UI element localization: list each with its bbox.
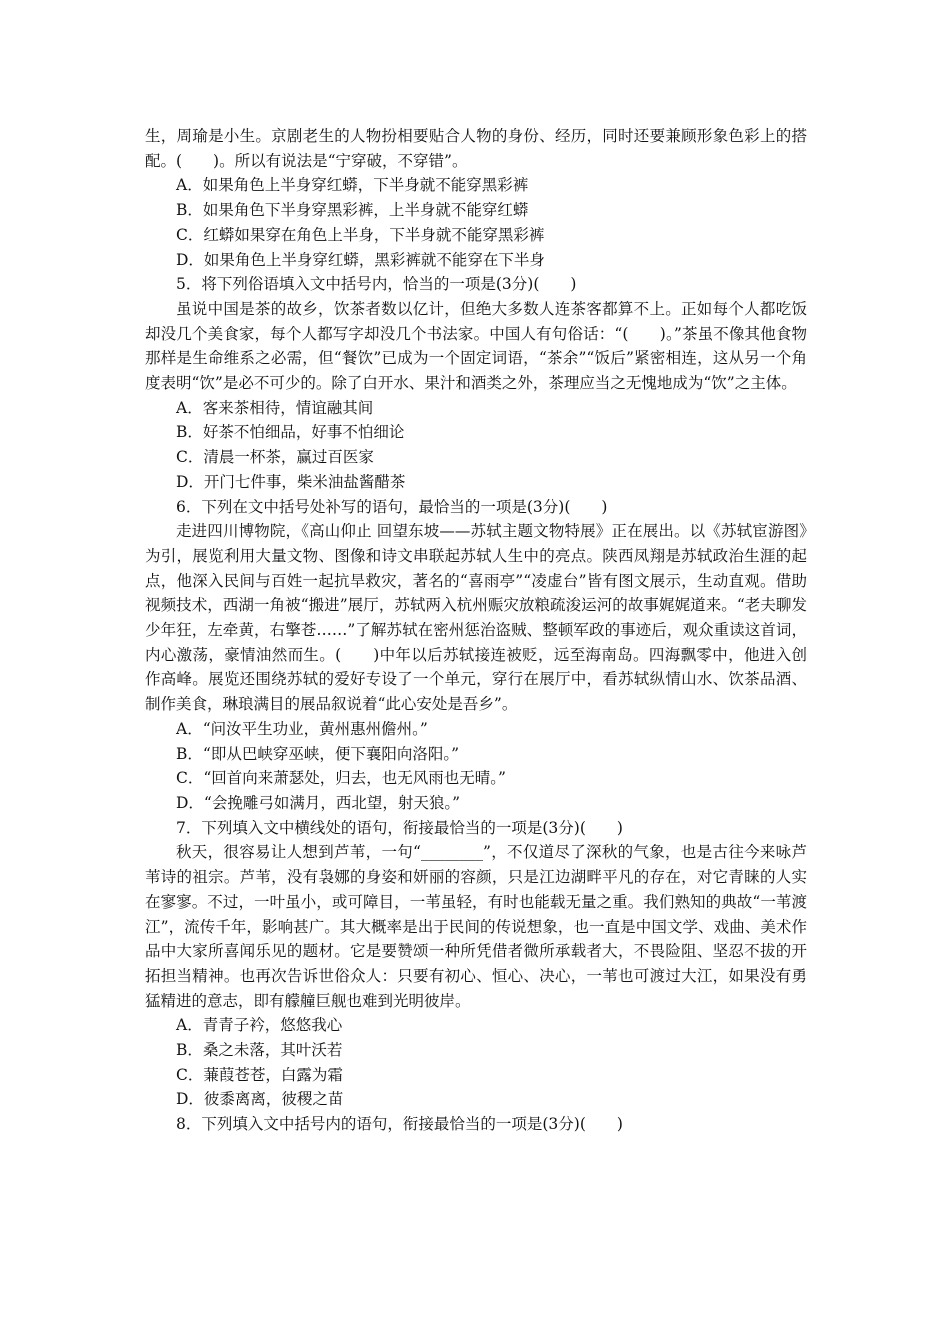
question-8: 8．下列填入文中括号内的语句，衔接最恰当的一项是(3分)( )	[176, 1115, 623, 1134]
option-a: A．如果角色上半身穿红蟒，下半身就不能穿黑彩裤	[176, 176, 529, 195]
option-b: B．好茶不怕细品，好事不怕细论	[176, 423, 405, 442]
option-c: C．蒹葭苍苍，白露为霜	[176, 1065, 343, 1084]
option-a: A．客来茶相待，情谊融其间	[176, 398, 374, 417]
question-5: 5．将下列俗语填入文中括号内，恰当的一项是(3分)( )	[176, 275, 577, 294]
option-a: A．青青子衿，悠悠我心	[176, 1016, 343, 1035]
option-a: A．“问汝平生功业，黄州惠州儋州。”	[176, 719, 428, 738]
question-7-passage: 秋天，很容易让人想到芦苇，一句“________”，不仅道尽了深秋的气象，也是古往今来咏芦苇诗的祖宗。芦苇，没有袅娜的身姿和妍丽的容颜，只是江边湖畔平凡的存在，对它青睐的人实在寥寥。不过，一叶虽小，或可障目，一苇虽轻，有时也能载无量之重。我们熟知的典故“一苇渡江”，流传千年，影响甚广。其大概率是出于民间的传说想象，也一直是中国文学、戏曲、美术作品中大家所喜闻乐见的题材。它是要赞颂一种所凭借者微所承载者大，不畏险阻、坚忍不拔的开拓担当精神。也再次告诉世俗众人：只要有初心、恒心、决心，一苇也可渡过大江，如果没有勇猛精进的意志，即有艨艟巨舰也难到光明彼岸。	[145, 843, 807, 1010]
question-6-passage: 走进四川博物院，《高山仰止 回望东坡——苏轼主题文物特展》正在展出。以《苏轼宦游图》为引，展览利用大量文物、图像和诗文串联起苏轼人生中的亮点。陕西凤翔是苏轼政治生涯的起点，他深入民间与百姓一起抗旱救灾，著名的“喜雨亭”“凌虚台”皆有图文展示，生动直观。借助视频技术，西湖一角被“搬进”展厅，苏轼两入杭州赈灾放粮疏浚运河的故事娓娓道来。“老夫聊发少年狂，左牵黄，右擎苍……”了解苏轼在密州惩治盗贼、整顿军政的事迹后，观众重读这首词，内心激荡，豪情油然而生。( )中年以后苏轼接连被贬，远至海南岛。四海飘零中，他进入创作高峰。展览还围绕苏轼的爱好专设了一个单元，穿行在展厅中，看苏轼纵情山水、饮茶品酒、制作美食，琳琅满目的展品叙说着“此心安处是吾乡”。	[145, 522, 807, 714]
option-c: C．“回首向来萧瑟处，归去，也无风雨也无晴。”	[176, 769, 506, 788]
option-b: B．“即从巴峡穿巫峡，便下襄阳向洛阳。”	[176, 744, 459, 763]
option-c: C．清晨一杯茶，赢过百医家	[176, 448, 374, 467]
passage-continuation: 生，周瑜是小生。京剧老生的人物扮相要贴合人物的身份、经历，同时还要兼顾形象色彩上的搭配。( )。所以有说法是“宁穿破，不穿错”。	[145, 127, 807, 170]
question-5-passage: 虽说中国是茶的故乡，饮茶者数以亿计，但绝大多数人连茶客都算不上。正如每个人都吃饭却没几个美食家，每个人都写字却没几个书法家。中国人有句俗话：“( )。”茶虽不像其他食物那样是生命维系之必需，但“餐饮”已成为一个固定词语，“茶余”“饭后”紧密相连，这从另一个角度表明“饮”是必不可少的。除了白开水、果汁和酒类之外，茶理应当之无愧地成为“饮”之主体。	[145, 299, 807, 393]
document-page	[145, 124, 807, 1137]
question-7: 7．下列填入文中横线处的语句，衔接最恰当的一项是(3分)( )	[176, 818, 623, 837]
option-b: B．桑之未落，其叶沃若	[176, 1041, 343, 1060]
option-d: D．“会挽雕弓如满月，西北望，射天狼。”	[176, 793, 461, 812]
question-6: 6．下列在文中括号处补写的语句，最恰当的一项是(3分)( )	[176, 497, 608, 516]
option-d: D．如果角色上半身穿红蟒，黑彩裤就不能穿在下半身	[176, 250, 545, 269]
option-d: D．彼黍离离，彼稷之苗	[176, 1090, 344, 1109]
option-d: D．开门七件事，柴米油盐酱醋茶	[176, 472, 406, 491]
option-c: C．红蟒如果穿在角色上半身，下半身就不能穿黑彩裤	[176, 225, 545, 244]
option-b: B．如果角色下半身穿黑彩裤，上半身就不能穿红蟒	[176, 201, 529, 220]
